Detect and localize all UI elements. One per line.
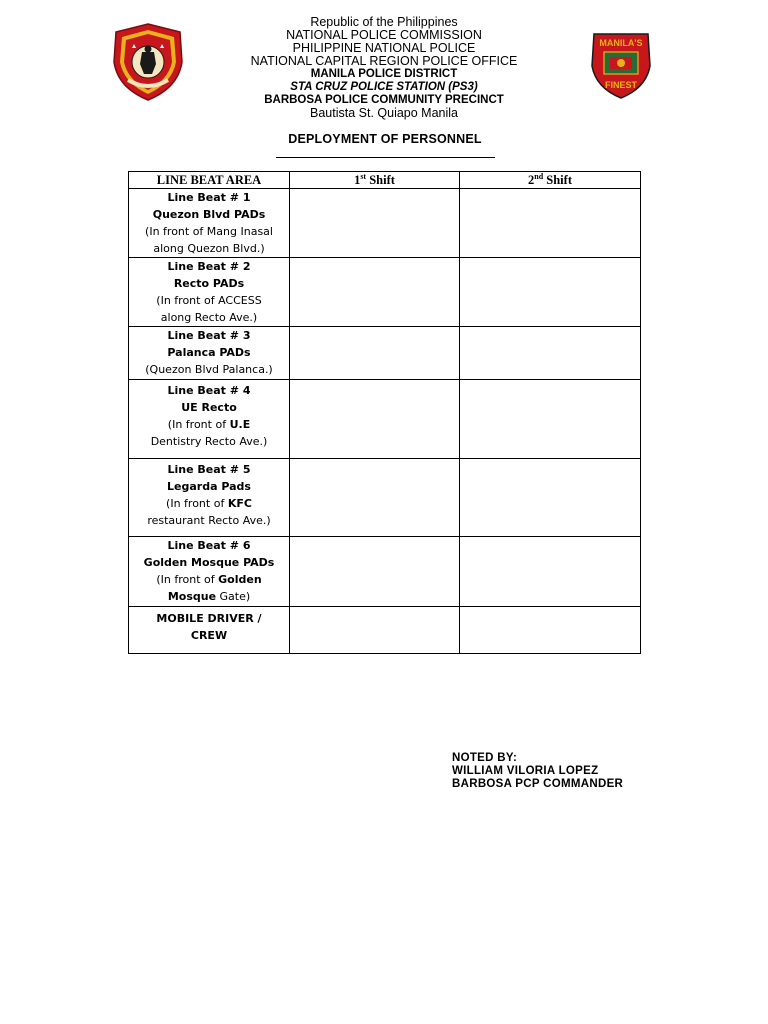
line-beat-5-cell: Line Beat # 5 Legarda Pads (In front of KFC restaurant Recto Ave.) <box>129 459 290 537</box>
shift-2-cell[interactable] <box>460 189 641 258</box>
header-ncrpo: NATIONAL CAPITAL REGION POLICE OFFICE <box>250 54 518 68</box>
header-address: Bautista St. Quiapo Manila <box>310 106 458 120</box>
shift-1-cell[interactable] <box>290 327 460 380</box>
header-napolcom: NATIONAL POLICE COMMISSION <box>286 28 482 42</box>
shift-2-cell[interactable] <box>460 380 641 459</box>
table-row <box>129 380 641 459</box>
table-row <box>129 537 641 607</box>
deployment-table <box>128 171 641 654</box>
header-mpd: MANILA POLICE DISTRICT <box>310 68 458 80</box>
shift-1-cell[interactable] <box>290 607 460 654</box>
shift-1-cell[interactable] <box>290 459 460 537</box>
line-beat-2-cell: Line Beat # 2 Recto PADs (In front of ACCESS along Recto Ave.) <box>129 258 290 327</box>
shift-1-cell[interactable] <box>290 537 460 607</box>
table-row <box>129 189 641 258</box>
noted-by-name: WILLIAM VILORIA LOPEZ <box>452 765 599 777</box>
shift-2-cell[interactable] <box>460 607 641 654</box>
header-first-shift: 1st Shift <box>290 172 460 189</box>
document-title: DEPLOYMENT OF PERSONNEL <box>288 132 482 146</box>
line-beat-3-cell: Line Beat # 3 Palanca PADs (Quezon Blvd Palanca.) <box>129 327 290 380</box>
table-row <box>129 327 641 380</box>
header-pnp: PHILIPPINE NATIONAL POLICE <box>292 41 476 55</box>
noted-by-block <box>452 752 623 791</box>
pnp-seal-logo <box>112 22 184 102</box>
header-precinct: BARBOSA POLICE COMMUNITY PRECINCT <box>264 94 504 106</box>
shift-2-cell[interactable] <box>460 327 641 380</box>
mobile-driver-cell: MOBILE DRIVER / CREW <box>129 607 290 654</box>
line-beat-4-cell: Line Beat # 4 UE Recto (In front of U.E Dentistry Recto Ave.) <box>129 380 290 459</box>
noted-by-position: BARBOSA PCP COMMANDER <box>452 778 624 790</box>
shift-1-cell[interactable] <box>290 189 460 258</box>
logo-text-bottom: FINEST <box>604 80 638 90</box>
shift-1-cell[interactable] <box>290 258 460 327</box>
table-row <box>129 258 641 327</box>
shift-1-cell[interactable] <box>290 380 460 459</box>
table-row <box>129 459 641 537</box>
shift-2-cell[interactable] <box>460 459 641 537</box>
line-beat-1-cell: Line Beat # 1 Quezon Blvd PADs (In front of Mang Inasal along Quezon Blvd.) <box>129 189 290 258</box>
table-header-row <box>129 172 641 189</box>
line-beat-6-cell: Line Beat # 6 Golden Mosque PADs (In front of Golden Mosque Gate) <box>129 537 290 607</box>
header-second-shift: 2nd Shift <box>460 172 641 189</box>
shift-2-cell[interactable] <box>460 537 641 607</box>
shift-2-cell[interactable] <box>460 258 641 327</box>
title-underline <box>276 157 495 158</box>
manilas-finest-patch-logo <box>588 28 654 100</box>
logo-text-top: MANILA'S <box>599 38 643 48</box>
letterhead <box>180 16 588 120</box>
header-republic: Republic of the Philippines <box>310 15 458 29</box>
table-row <box>129 607 641 654</box>
noted-by-label: NOTED BY: <box>452 752 518 764</box>
header-station: STA CRUZ POLICE STATION (PS3) <box>290 81 478 93</box>
header-line-beat-area: LINE BEAT AREA <box>129 172 290 189</box>
